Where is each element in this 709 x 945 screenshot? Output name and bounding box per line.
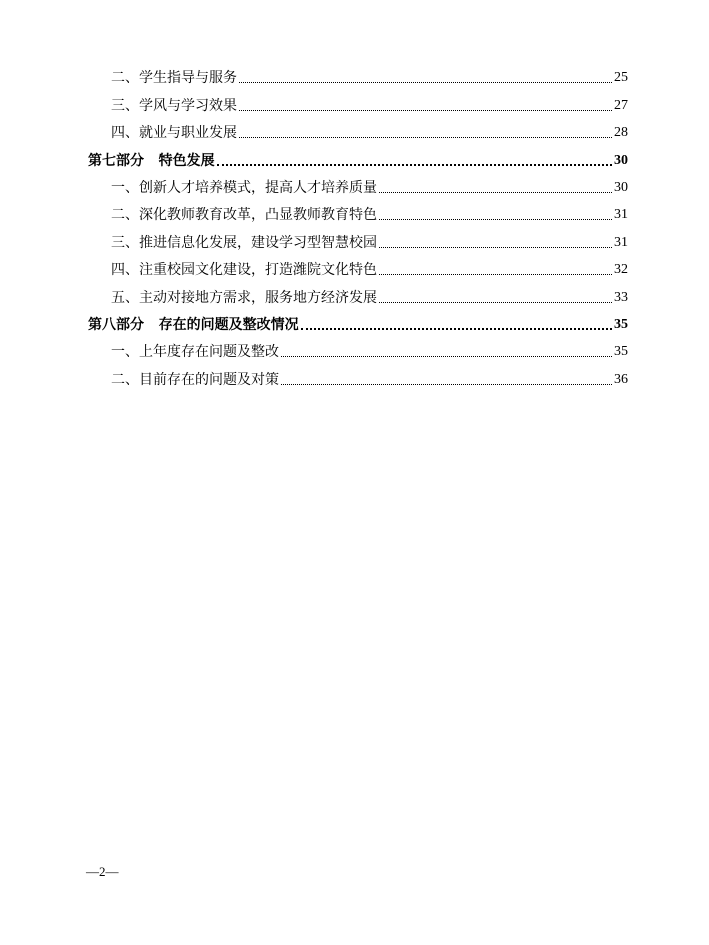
toc-entry-page: 31 [614,234,628,250]
toc-entry-title: 一、创新人才培养模式，提高人才培养质量 [111,179,377,196]
toc-entry [88,361,628,388]
toc-dot-leader [379,301,612,303]
toc-part-entry [88,142,628,169]
toc-entry-page: 25 [614,70,628,86]
toc-dot-leader [281,355,612,357]
toc-dot-leader [239,109,612,111]
toc-entry-title: 四、就业与职业发展 [111,125,237,142]
toc-dot-leader [239,136,612,138]
toc-part-page: 30 [614,152,628,168]
table-of-contents [88,60,628,389]
toc-dot-leader [281,383,612,385]
toc-entry [88,115,628,142]
toc-entry-page: 30 [614,179,628,195]
toc-entry [88,87,628,114]
toc-entry-title: 二、学生指导与服务 [111,70,237,87]
toc-entry [88,334,628,361]
toc-dot-leader [239,81,612,83]
toc-dot-leader [379,191,612,193]
toc-part-entry [88,307,628,334]
toc-dot-leader [379,246,612,248]
toc-part-title: 第八部分 存在的问题及整改情况 [88,316,299,333]
toc-entry-title: 二、深化教师教育改革，凸显教师教育特色 [111,207,377,224]
toc-entry-page: 28 [614,125,628,141]
toc-entry-title: 二、目前存在的问题及对策 [111,371,279,388]
toc-entry-title: 五、主动对接地方需求，服务地方经济发展 [111,289,377,306]
toc-entry-page: 33 [614,289,628,305]
toc-entry-page: 35 [614,344,628,360]
toc-entry [88,197,628,224]
toc-entry-page: 32 [614,262,628,278]
toc-entry-page: 31 [614,207,628,223]
toc-part-page: 35 [614,316,628,332]
toc-entry [88,60,628,87]
page-number: —2— [86,864,119,879]
toc-entry [88,170,628,197]
toc-dot-leader [379,218,612,220]
toc-dot-leader [217,163,612,166]
toc-entry-page: 36 [614,371,628,387]
toc-dot-leader [379,273,612,275]
toc-entry-page: 27 [614,97,628,113]
toc-entry-title: 一、上年度存在问题及整改 [111,344,279,361]
toc-entry [88,279,628,306]
toc-dot-leader [301,327,612,330]
toc-entry-title: 四、注重校园文化建设，打造潍院文化特色 [111,262,377,279]
toc-entry-title: 三、学风与学习效果 [111,97,237,114]
toc-entry [88,224,628,251]
toc-entry [88,252,628,279]
toc-entry-title: 三、推进信息化发展，建设学习型智慧校园 [111,234,377,251]
toc-part-title: 第七部分 特色发展 [88,152,215,169]
